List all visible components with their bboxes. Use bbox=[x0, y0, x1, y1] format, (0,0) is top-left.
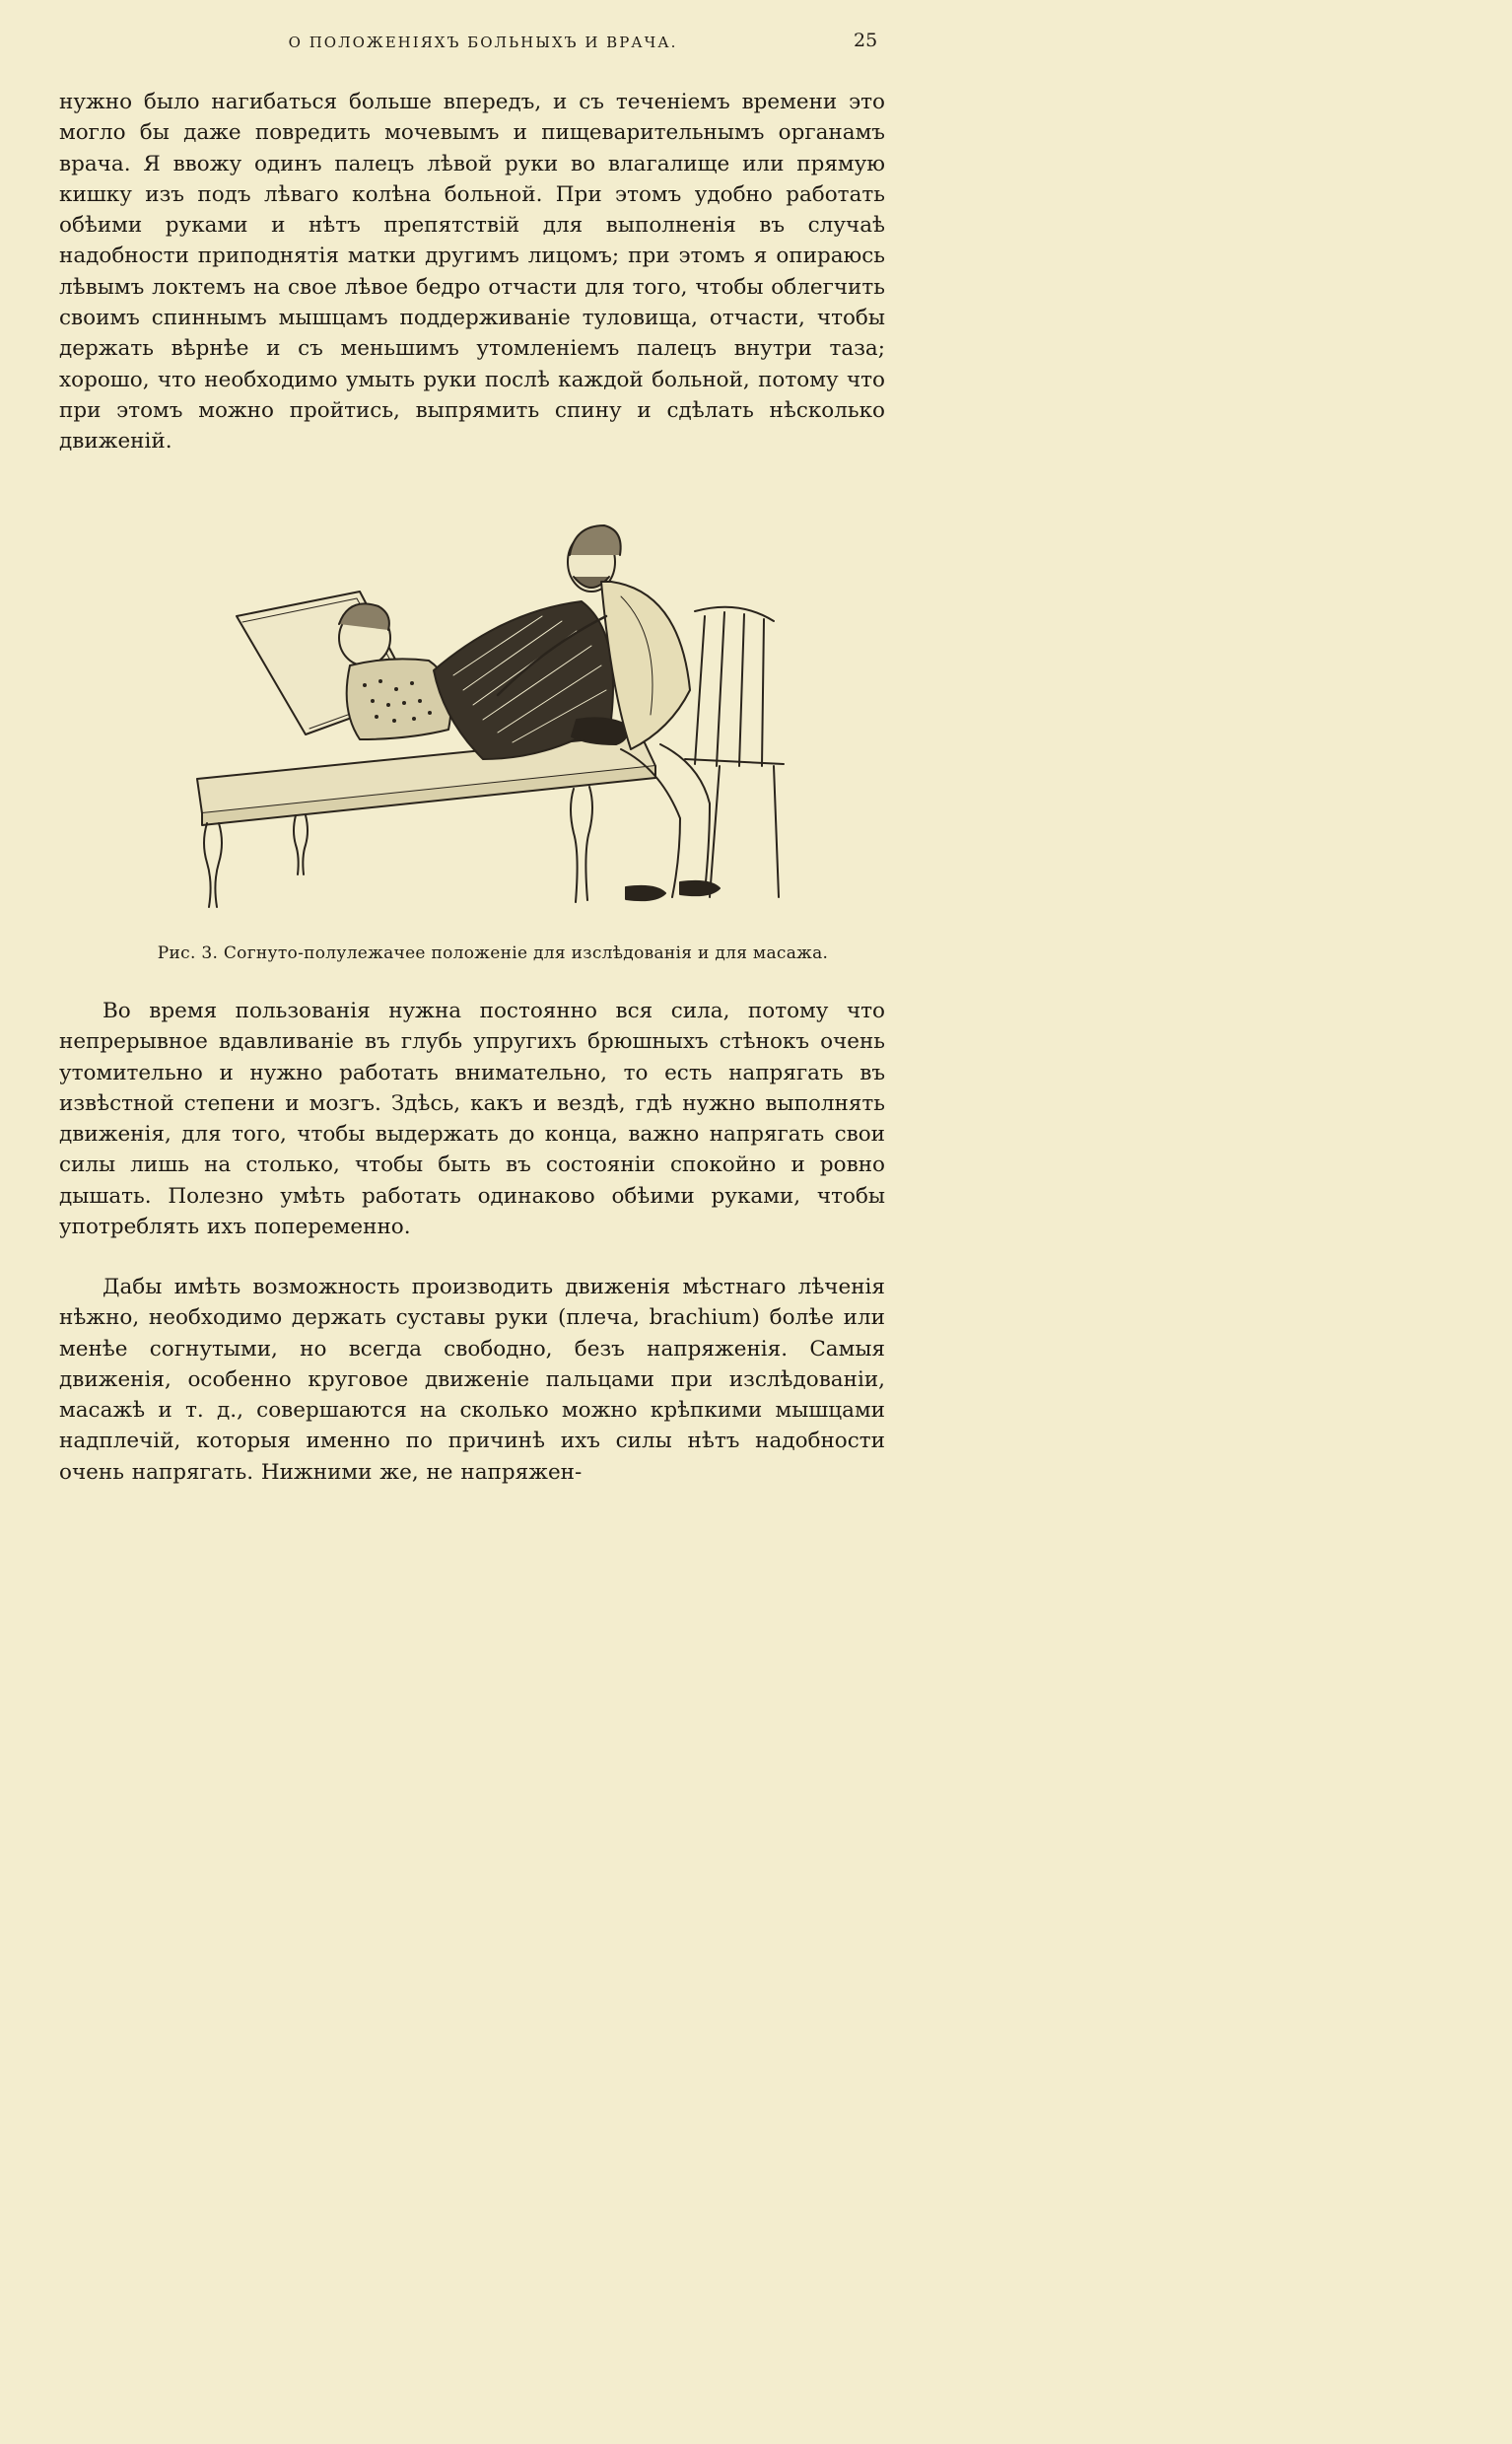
doctor-shoe bbox=[626, 886, 665, 900]
paragraph: Дабы имѣть возможность производить движенія мѣстнаго лѣченія нѣжно, необходимо держать суставы руки (плеча, brachium) болѣе или менѣе согнутыми, но всегда свободно, безъ напряженія. Самыя движенія, особенно круговое движеніе пальцами при изслѣдованіи, масажѣ и т. д., совершаются на сколько можно крѣпкими мышцами надплечій, которыя именно по причинѣ ихъ силы нѣтъ надобности очень напрягать. Нижними же, не напряжен- bbox=[59, 1275, 885, 1485]
chair bbox=[685, 607, 784, 897]
doctor-shoe bbox=[680, 881, 720, 895]
paragraph: Во время пользованія нужна постоянно вся сила, потому что непрерывное вдавливаніе въ глубь упругихъ брюшныхъ стѣнокъ очень утомительно и нужно работать внимательно, то есть напрягать въ извѣстной степени и мозгъ. Здѣсь, какъ и вездѣ, гдѣ нужно выполнять движенія, для того, чтобы выдержать до конца, важно напрягать свои силы лишь на столько, чтобы быть въ состояніи спокойно и ровно дышать. Полезно умѣть работать одинаково обѣими руками, чтобы употреблять ихъ попеременно. bbox=[59, 999, 885, 1240]
engraving-couch-examination bbox=[128, 508, 818, 912]
figure-caption: Рис. 3. Согнуто-полулежачее положеніе для изслѣдованія и для масажа. bbox=[157, 943, 829, 963]
book-page bbox=[0, 0, 956, 1546]
running-head: О ПОЛОЖЕНІЯХЪ БОЛЬНЫХЪ И ВРАЧА. bbox=[288, 34, 678, 51]
page-number: 25 bbox=[854, 30, 878, 51]
couch-leg bbox=[204, 823, 222, 907]
couch-leg bbox=[571, 787, 592, 902]
paragraph: нужно было нагибаться больше впередъ, и съ теченіемъ времени это могло бы даже повредить мочевымъ и пищеварительнымъ органамъ врача. Я ввожу одинъ палецъ лѣвой руки во влагалище или прямую кишку изъ подъ лѣваго колѣна больной. При этомъ удобно работать обѣими руками и нѣтъ препятствій для выполненія въ случаѣ надобности приподнятія матки другимъ лицомъ; при этомъ я опираюсь лѣвымъ локтемъ на свое лѣвое бедро отчасти для того, чтобы облегчить своимъ спиннымъ мышцамъ поддерживаніе туловища, отчасти, чтобы держать вѣрнѣе и съ меньшимъ утомленіемъ палецъ внутри таза; хорошо, что необходимо умыть руки послѣ каждой больной, потому что при этомъ можно пройтись, выпрямить спину и сдѣлать нѣсколько движеній. bbox=[59, 90, 885, 454]
couch-leg bbox=[294, 815, 308, 874]
figure-illustration bbox=[128, 508, 818, 912]
